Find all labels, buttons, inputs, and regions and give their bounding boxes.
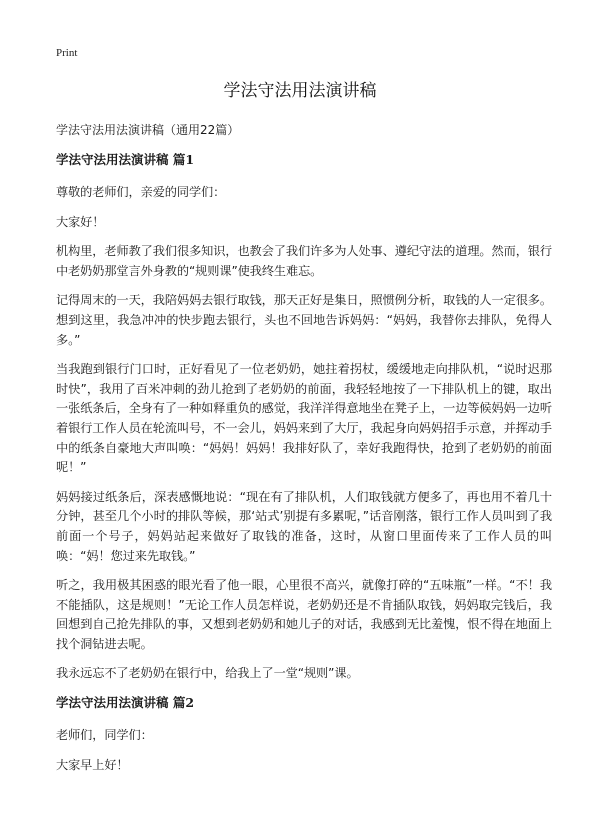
document-subtitle: 学法守法用法演讲稿（通用22篇）	[56, 123, 240, 137]
paragraph: 我永远忘不了老奶奶在银行中，给我上了一堂“规则”课。	[56, 666, 359, 681]
paragraph: 妈妈接过纸条后，深表感慨地说：“现在有了排队机，人们取钱就方便多了，再也用不着几十分钟，甚至几个小时的排队等候，那‘站式’别提有多累呢，”话音刚落，银行工作人员叫到了我前面一个号子，妈妈站起来做好了取钱的准备，这时，从窗口里面传来了工作人员的叫唤：“妈！您过来先取钱。”	[56, 489, 552, 563]
section-heading-2: 学法守法用法演讲稿 篇2	[56, 695, 195, 711]
print-link[interactable]: Print	[56, 47, 78, 59]
paragraph: 机构里，老师教了我们很多知识，也教会了我们许多为人处事、遵纪守法的道理。然而，银行中老奶奶那堂言外身教的“规则课”使我终生难忘。	[56, 244, 552, 278]
paragraph: 记得周末的一天，我陪妈妈去银行取钱，那天正好是集日，照惯例分析，取钱的人一定很多。想到这里，我急冲冲的快步跑去银行，头也不回地告诉妈妈：“妈妈，我替你去排队，免得人多。”	[56, 293, 552, 347]
paragraph: 当我跑到银行门口时，正好看见了一位老奶奶，她拄着拐杖，缓缓地走向排队机，“说时迟那时快”，我用了百米冲刺的劲儿抢到了老奶奶的前面，我轻轻地按了一下排队机上的键，取出一张纸条后，全身有了一种如释重负的感觉，我洋洋得意地坐在凳子上，一边等候妈妈一边听着银行工作人员在轮流叫号，不一会儿，妈妈来到了大厅，我起身向妈妈招手示意，并挥动手中的纸条自豪地大声叫唤：“妈妈！妈妈！我排好队了，幸好我跑得快，抢到了老奶奶的前面呢！”	[56, 362, 552, 475]
paragraph: 听之，我用极其困惑的眼光看了他一眼，心里很不高兴，就像打碎的“五味瓶”一样。“不！我不能插队，这是规则！”无论工作人员怎样说，老奶奶还是不肯插队取钱，妈妈取完钱后，我回想到自己抢先排队的事，又想到老奶奶和她儿子的对话，我感到无比羞愧，恨不得在地面上找个洞钻进去呢。	[56, 578, 552, 651]
paragraph: 大家早上好！	[56, 757, 129, 772]
paragraph: 尊敬的老师们，亲爱的同学们：	[56, 185, 226, 199]
section-heading-1: 学法守法用法演讲稿 篇1	[56, 152, 195, 167]
document-title: 学法守法用法演讲稿	[223, 81, 377, 101]
document-body	[56, 151, 552, 785]
paragraph: 老师们，同学们：	[56, 728, 153, 743]
paragraph: 大家好！	[56, 214, 105, 229]
